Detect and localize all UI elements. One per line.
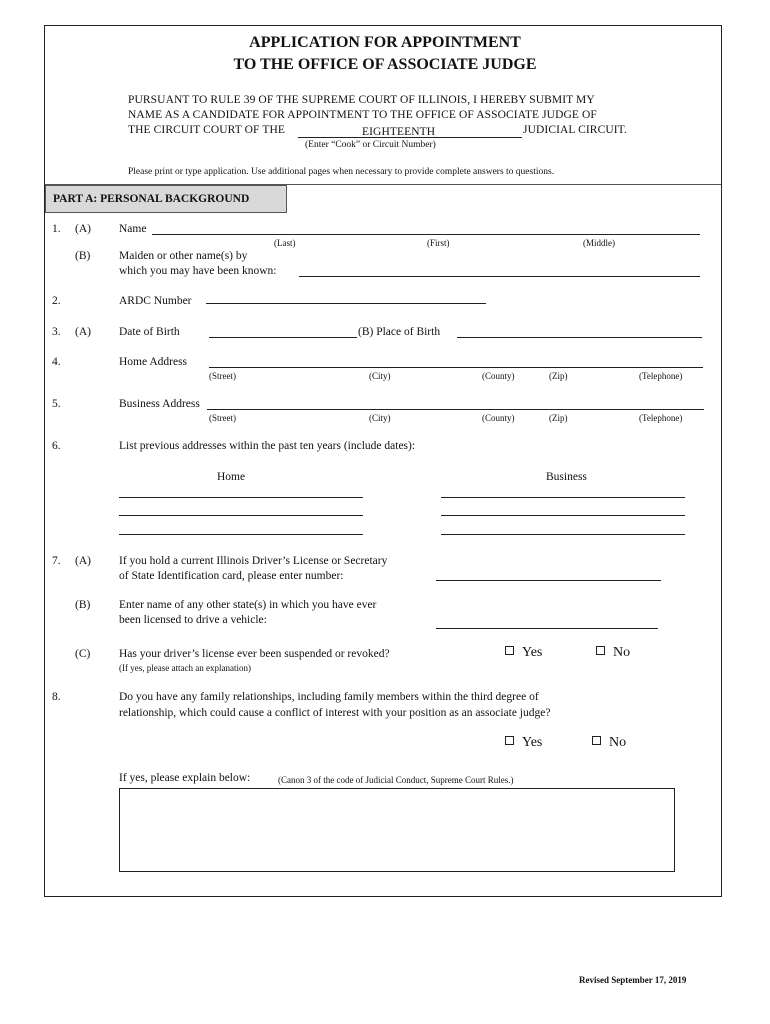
business-column-label: Business	[546, 471, 587, 483]
name-field[interactable]	[152, 234, 700, 235]
suspended-no-label: No	[613, 645, 631, 660]
family-question-line2: relationship, which could cause a conflict of interest with your position as an associate judge?	[119, 707, 551, 719]
intro-line3-prefix: THE CIRCUIT COURT OF THE	[128, 124, 285, 136]
intro-line2: NAME AS A CANDIDATE FOR APPOINTMENT TO THE OFFICE OF ASSOCIATE JUDGE OF	[128, 109, 597, 121]
home-telephone-hint: (Telephone)	[639, 371, 683, 381]
license-question-line2: of State Identification card, please enter number:	[119, 570, 344, 582]
other-states-line2: been licensed to drive a vehicle:	[119, 614, 267, 626]
ardc-field[interactable]	[206, 303, 486, 304]
home-address-label: Home Address	[119, 356, 188, 368]
previous-home-line[interactable]	[119, 515, 363, 516]
q1b-label: (B)	[75, 250, 91, 262]
previous-home-line[interactable]	[119, 497, 363, 498]
business-street-hint: (Street)	[209, 413, 236, 423]
q7-number: 7.	[52, 555, 61, 567]
license-question-line1: If you hold a current Illinois Driver’s License or Secretary	[119, 555, 388, 567]
part-a-header: PART A: PERSONAL BACKGROUND	[45, 185, 287, 213]
previous-home-line[interactable]	[119, 534, 363, 535]
checkbox-square-icon	[505, 646, 514, 655]
home-street-hint: (Street)	[209, 371, 236, 381]
family-question-line1: Do you have any family relationships, including family members within the third degree of	[119, 691, 539, 703]
maiden-name-field[interactable]	[299, 276, 700, 277]
suspended-yes-label: Yes	[522, 645, 543, 660]
q2-number: 2.	[52, 295, 61, 307]
name-first-hint: (First)	[427, 238, 450, 248]
circuit-hint: (Enter “Cook” or Circuit Number)	[305, 140, 436, 150]
form-frame	[44, 25, 722, 897]
name-label: Name	[119, 223, 147, 235]
previous-addresses-label: List previous addresses within the past ten years (include dates):	[119, 440, 416, 452]
q3a-label: (A)	[75, 326, 91, 338]
pob-label: (B) Place of Birth	[358, 326, 441, 338]
name-last-hint: (Last)	[274, 238, 296, 248]
explain-label: If yes, please explain below:	[119, 772, 251, 784]
checkbox-square-icon	[592, 736, 601, 745]
business-address-field[interactable]	[207, 409, 704, 410]
maiden-label-line2: which you may have been known:	[119, 265, 277, 277]
instructions: Please print or type application. Use additional pages when necessary to provide complete answers to questions.	[128, 167, 555, 177]
form-title-line1: APPLICATION FOR APPOINTMENT	[249, 34, 521, 51]
q1-number: 1.	[52, 223, 61, 235]
dob-field[interactable]	[209, 337, 357, 338]
suspended-yes-checkbox[interactable]	[505, 645, 542, 661]
intro-line3-suffix: JUDICIAL CIRCUIT.	[523, 124, 627, 136]
suspended-note: (If yes, please attach an explanation)	[119, 663, 251, 673]
maiden-label-line1: Maiden or other name(s) by	[119, 250, 248, 262]
circuit-value[interactable]: EIGHTEENTH	[362, 126, 436, 138]
name-middle-hint: (Middle)	[583, 238, 615, 248]
home-county-hint: (County)	[482, 371, 515, 381]
explain-note: (Canon 3 of the code of Judicial Conduct, Supreme Court Rules.)	[278, 775, 514, 785]
previous-business-line[interactable]	[441, 497, 685, 498]
family-yes-checkbox[interactable]	[505, 735, 542, 751]
suspended-question: Has your driver’s license ever been suspended or revoked?	[119, 648, 390, 660]
checkbox-square-icon	[596, 646, 605, 655]
other-states-field[interactable]	[436, 628, 658, 629]
q7c-label: (C)	[75, 648, 91, 660]
q8-number: 8.	[52, 691, 61, 703]
license-number-field[interactable]	[436, 580, 661, 581]
business-county-hint: (County)	[482, 413, 515, 423]
form-title-line2: TO THE OFFICE OF ASSOCIATE JUDGE	[233, 56, 537, 73]
revised-date: Revised September 17, 2019	[579, 975, 687, 985]
q1a-label: (A)	[75, 223, 91, 235]
business-city-hint: (City)	[369, 413, 391, 423]
intro-line1: PURSUANT TO RULE 39 OF THE SUPREME COURT OF ILLINOIS, I HEREBY SUBMIT MY	[128, 94, 595, 106]
previous-business-line[interactable]	[441, 515, 685, 516]
previous-business-line[interactable]	[441, 534, 685, 535]
q4-number: 4.	[52, 356, 61, 368]
business-address-label: Business Address	[119, 398, 200, 410]
family-no-checkbox[interactable]	[592, 735, 626, 751]
checkbox-square-icon	[505, 736, 514, 745]
dob-label: Date of Birth	[119, 326, 180, 338]
q3-number: 3.	[52, 326, 61, 338]
q7b-label: (B)	[75, 599, 91, 611]
other-states-line1: Enter name of any other state(s) in which you have ever	[119, 599, 377, 611]
home-column-label: Home	[217, 471, 246, 483]
q5-number: 5.	[52, 398, 61, 410]
family-no-label: No	[609, 735, 627, 750]
business-zip-hint: (Zip)	[549, 413, 568, 423]
home-zip-hint: (Zip)	[549, 371, 568, 381]
home-address-field[interactable]	[209, 367, 703, 368]
family-yes-label: Yes	[522, 735, 543, 750]
explanation-textarea[interactable]	[119, 788, 675, 872]
ardc-label: ARDC Number	[119, 295, 192, 307]
q7a-label: (A)	[75, 555, 91, 567]
pob-field[interactable]	[457, 337, 702, 338]
home-city-hint: (City)	[369, 371, 391, 381]
q6-number: 6.	[52, 440, 61, 452]
business-telephone-hint: (Telephone)	[639, 413, 683, 423]
suspended-no-checkbox[interactable]	[596, 645, 630, 661]
